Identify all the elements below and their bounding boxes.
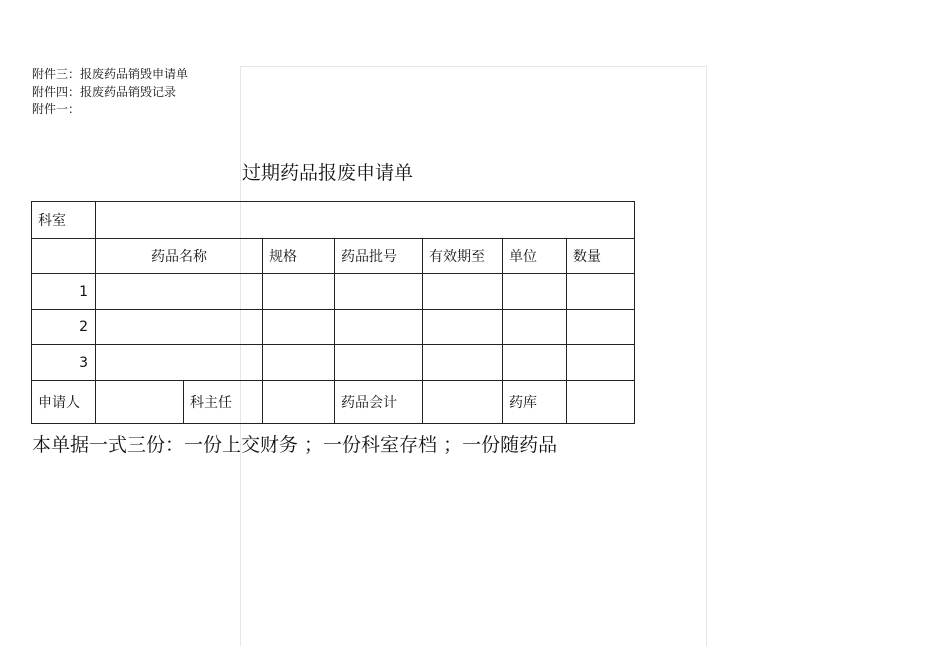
- spec-cell[interactable]: [263, 345, 335, 381]
- attachment-line: 附件三：报废药品销毁申请单: [32, 67, 189, 81]
- header-row: [32, 239, 635, 274]
- spec-cell[interactable]: [263, 274, 335, 310]
- distribution-note: 本单据一式三份：一份上交财务 ；一份科室存档 ；一份随药品: [32, 434, 558, 456]
- quantity-cell[interactable]: [567, 310, 635, 345]
- batch-number-cell[interactable]: [335, 345, 423, 381]
- director-label: 科主任: [184, 381, 263, 424]
- pharmacy-label: 药库: [503, 381, 567, 424]
- batch-number-cell[interactable]: [335, 310, 423, 345]
- spec-header: 规格: [263, 239, 335, 274]
- application-form-table: [31, 201, 635, 424]
- batch-number-cell[interactable]: [335, 274, 423, 310]
- drug-name-header: 药品名称: [96, 239, 263, 274]
- director-field[interactable]: [263, 381, 335, 424]
- row-number: 1: [32, 274, 96, 310]
- attachment-line: 附件四：报废药品销毁记录: [32, 85, 177, 99]
- drug-name-cell[interactable]: [96, 310, 263, 345]
- applicant-field[interactable]: [96, 381, 184, 424]
- table-row: [32, 274, 635, 310]
- expiry-cell[interactable]: [423, 345, 503, 381]
- signature-row: [32, 381, 635, 424]
- table-row: [32, 345, 635, 381]
- accountant-field[interactable]: [423, 381, 503, 424]
- unit-cell[interactable]: [503, 345, 567, 381]
- attachment-line: 附件一：: [32, 102, 81, 116]
- row-number: 2: [32, 310, 96, 345]
- unit-cell[interactable]: [503, 274, 567, 310]
- drug-name-cell[interactable]: [96, 345, 263, 381]
- form-title: 过期药品报废申请单: [242, 162, 414, 184]
- quantity-header: 数量: [567, 239, 635, 274]
- spec-cell[interactable]: [263, 310, 335, 345]
- quantity-cell[interactable]: [567, 345, 635, 381]
- quantity-cell[interactable]: [567, 274, 635, 310]
- department-row: [32, 202, 635, 239]
- batch-number-header: 药品批号: [335, 239, 423, 274]
- drug-name-cell[interactable]: [96, 274, 263, 310]
- pharmacy-field[interactable]: [567, 381, 635, 424]
- expiry-cell[interactable]: [423, 274, 503, 310]
- index-header: [32, 239, 96, 274]
- table-row: [32, 310, 635, 345]
- applicant-label: 申请人: [32, 381, 96, 424]
- row-number: 3: [32, 345, 96, 381]
- accountant-label: 药品会计: [335, 381, 423, 424]
- expiry-cell[interactable]: [423, 310, 503, 345]
- department-field[interactable]: [96, 202, 635, 239]
- expiry-header: 有效期至: [423, 239, 503, 274]
- unit-header: 单位: [503, 239, 567, 274]
- unit-cell[interactable]: [503, 310, 567, 345]
- department-label: 科室: [32, 202, 96, 239]
